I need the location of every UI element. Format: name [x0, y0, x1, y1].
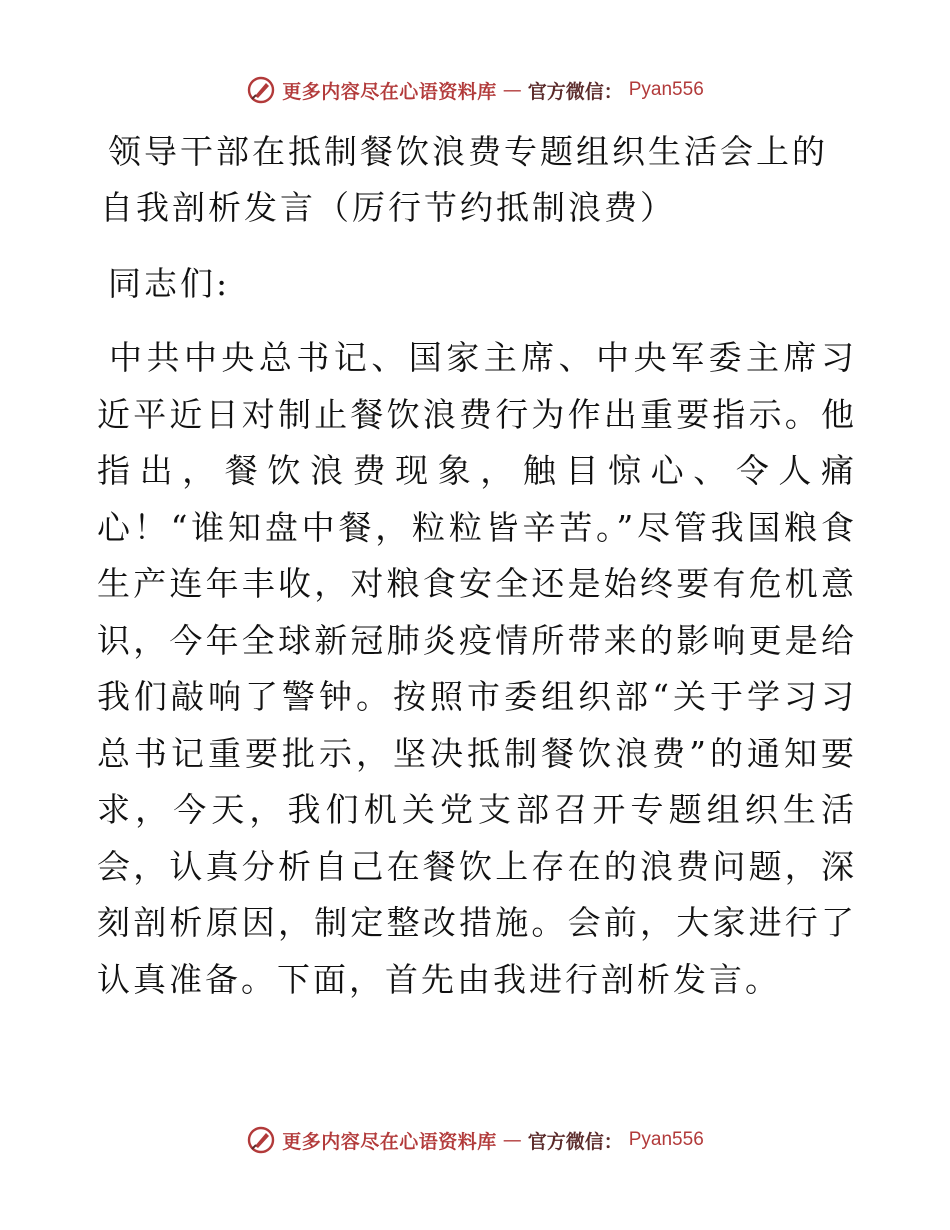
quill-ink-logo-icon	[246, 1125, 276, 1155]
footer-banner-wechat-id: Pyan556	[628, 1129, 704, 1150]
footer-banner-wechat-label: 官方微信：	[527, 1130, 623, 1153]
footer-banner-content	[246, 1125, 704, 1155]
header-banner-dash: —	[502, 79, 522, 101]
header-banner-text: 更多内容尽在心语资料库	[282, 80, 497, 103]
header-banner-wechat-id: Pyan556	[628, 79, 704, 100]
body-paragraph: 中共中央总书记、国家主席、中央军委主席习近平近日对制止餐饮浪费行为作出重要指示。他指出，餐饮浪费现象，触目惊心、令人痛心！“谁知盘中餐，粒粒皆辛苦。”尽管我国粮食生产连年丰收，对粮食安全还是始终要有危机意识，今年全球新冠肺炎疫情所带来的影响更是给我们敲响了警钟。按照市委组织部“关于学习习总书记重要批示，坚决抵制餐饮浪费”的通知要求，今天，我们机关党支部召开专题组织生活会，认真分析自己在餐饮上存在的浪费问题，深刻剖析原因，制定整改措施。会前，大家进行了认真准备。下面，首先由我进行剖析发言。	[97, 338, 857, 999]
footer-banner-text: 更多内容尽在心语资料库	[282, 1130, 497, 1153]
salutation: 同志们:	[108, 264, 231, 303]
header-banner-content	[246, 75, 704, 105]
header-banner-wechat-label: 官方微信：	[527, 80, 623, 103]
document-title: 领导干部在抵制餐饮浪费专题组织生活会上的自我剖析发言（厉行节约抵制浪费）	[100, 132, 828, 227]
quill-ink-logo-icon	[246, 75, 276, 105]
footer-banner-dash: —	[502, 1129, 522, 1151]
header-banner	[0, 72, 950, 108]
footer-banner	[0, 1122, 950, 1158]
